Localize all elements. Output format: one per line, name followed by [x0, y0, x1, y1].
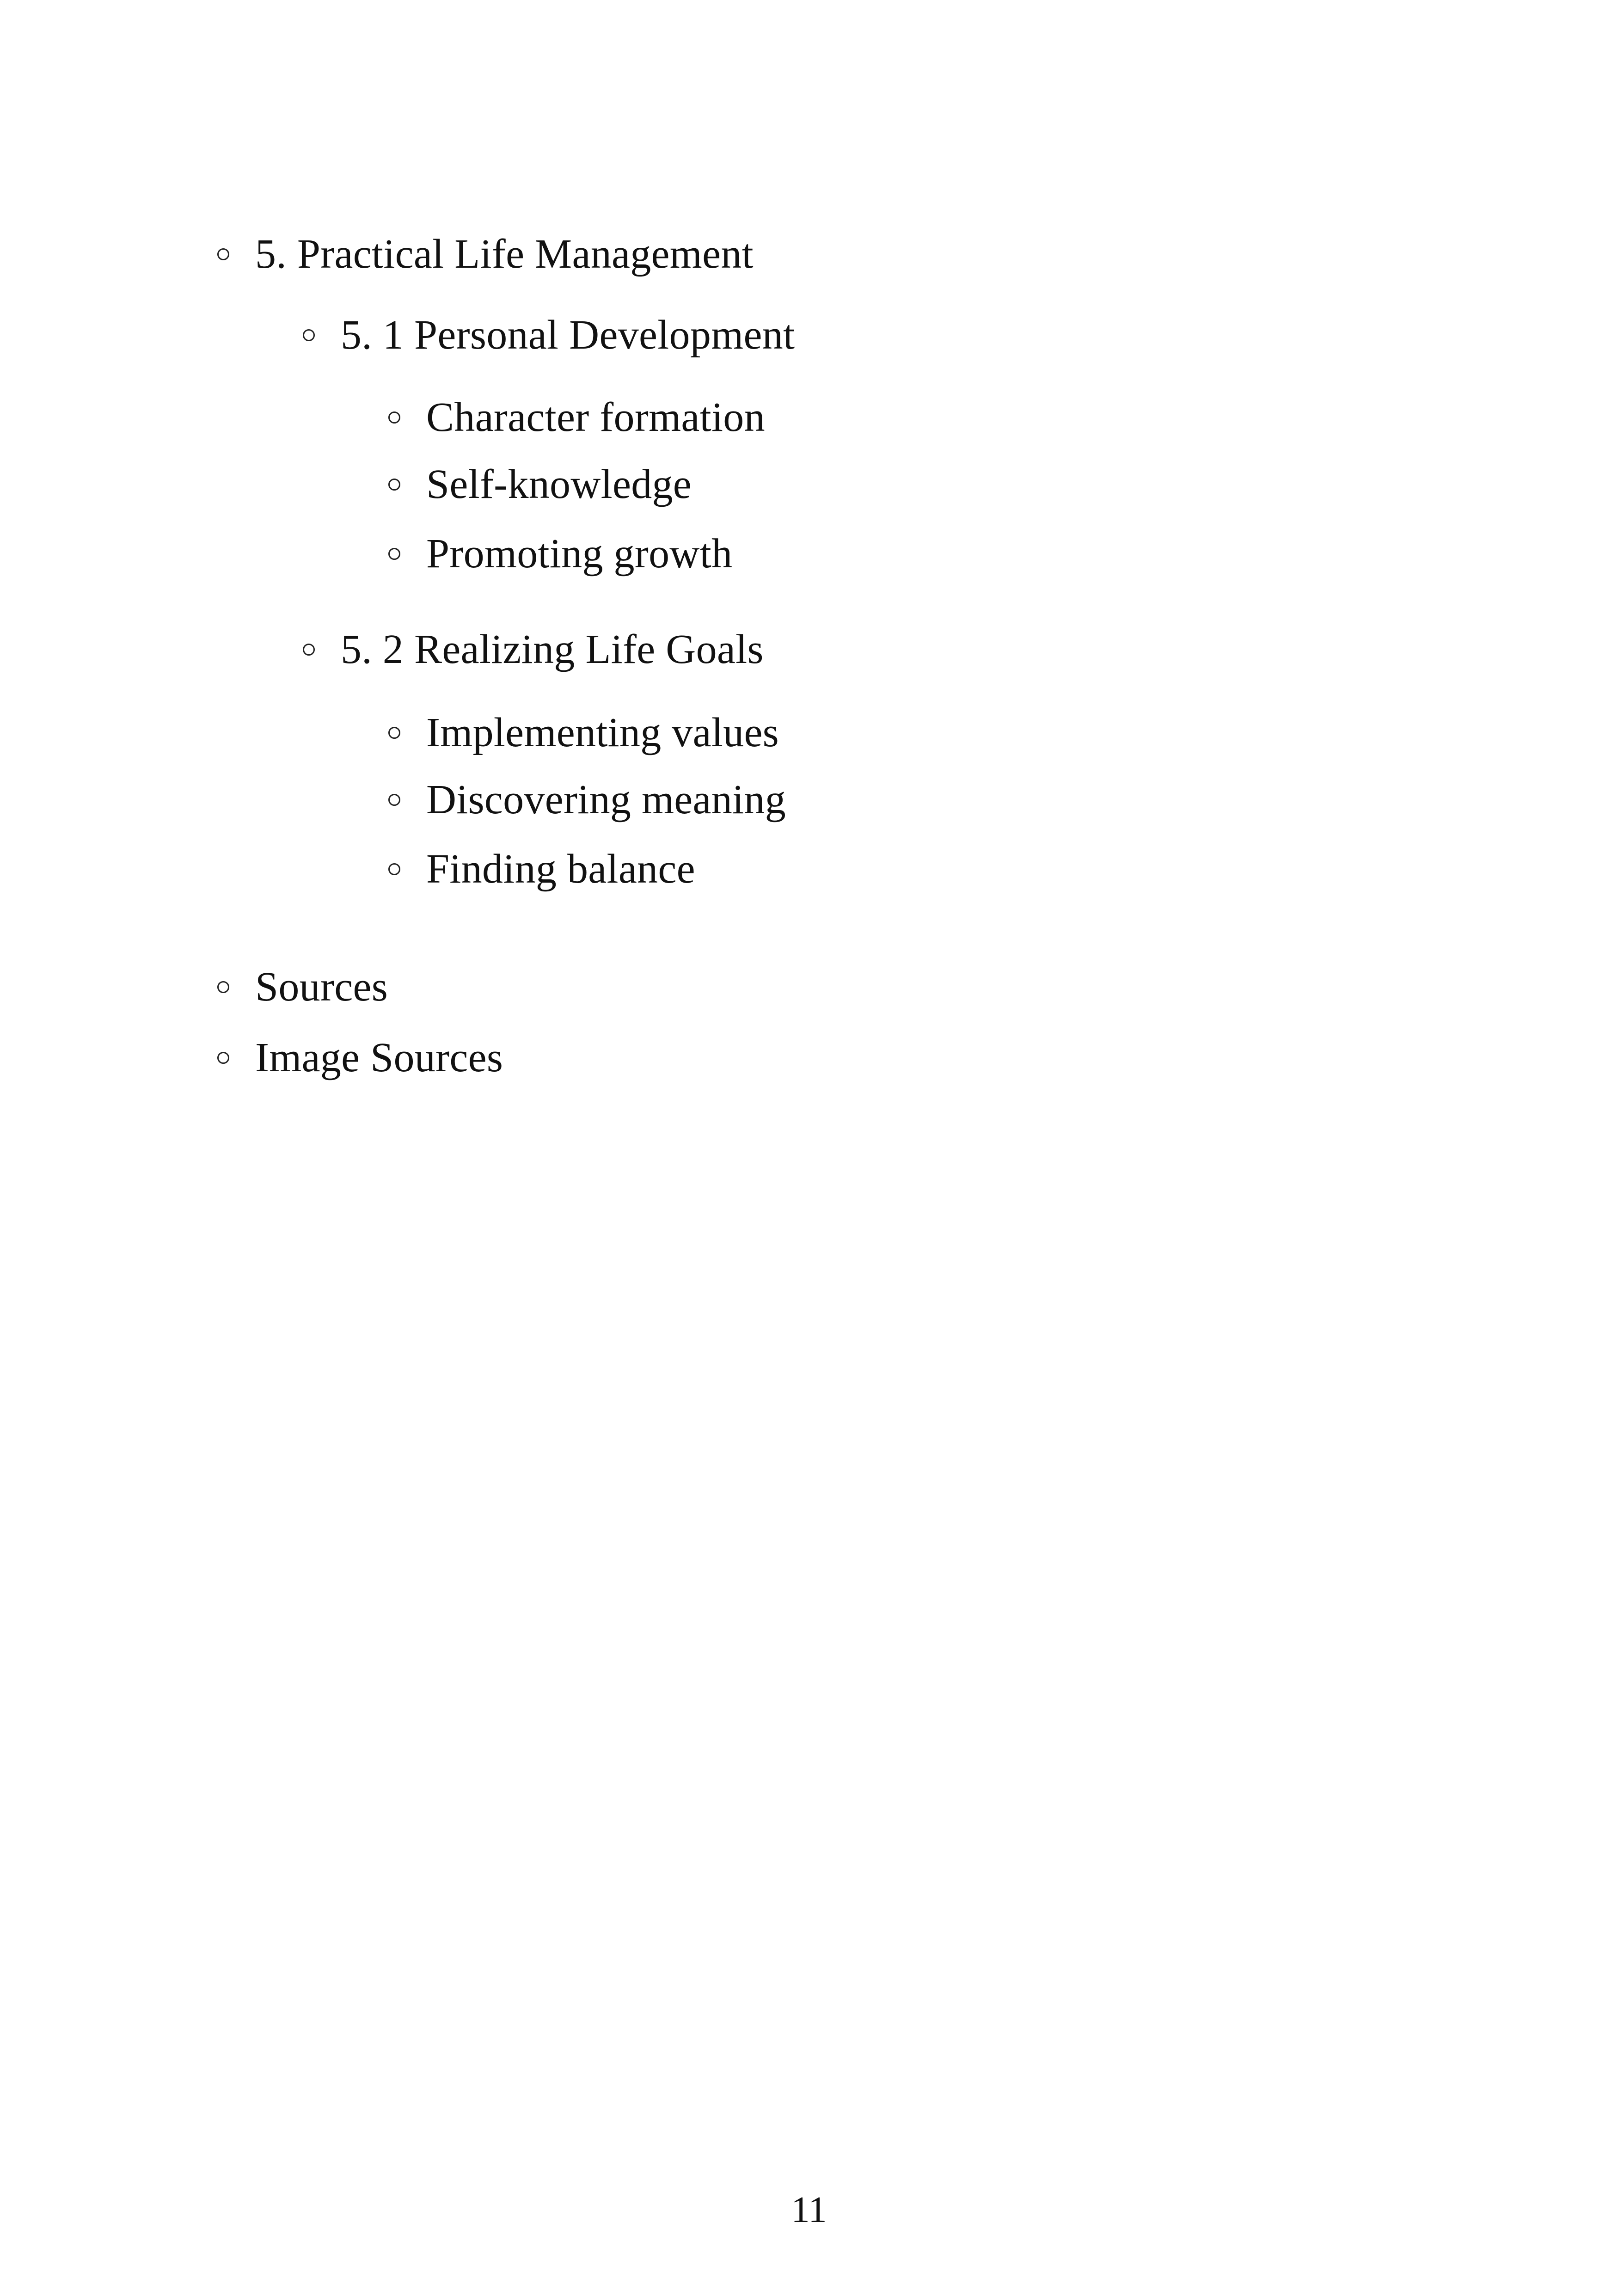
toc-entry-label: 5. Practical Life Management: [255, 231, 754, 277]
toc-entry-label: Image Sources: [255, 1035, 503, 1080]
toc-entry-label: Finding balance: [426, 846, 695, 892]
toc-entry-label: 5. 1 Personal Development: [341, 312, 795, 358]
circle-bullet-icon: [217, 981, 229, 993]
circle-bullet-icon: [303, 644, 315, 656]
toc-entry-character-formation[interactable]: [388, 390, 765, 445]
toc-entry-discovering-meaning[interactable]: [388, 772, 786, 828]
circle-bullet-icon: [388, 794, 400, 806]
toc-entry-image-sources[interactable]: [217, 1030, 503, 1086]
circle-bullet-icon: [388, 727, 400, 739]
toc-entry-label: Sources: [255, 964, 388, 1010]
circle-bullet-icon: [303, 329, 315, 341]
toc-entry-section-5-1[interactable]: [303, 307, 795, 363]
toc-entry-section-5[interactable]: [217, 227, 754, 282]
circle-bullet-icon: [388, 479, 400, 491]
circle-bullet-icon: [388, 548, 400, 560]
toc-entry-section-5-2[interactable]: [303, 622, 764, 677]
circle-bullet-icon: [217, 248, 229, 260]
toc-entry-label: Discovering meaning: [426, 777, 786, 823]
toc-entry-label: Implementing values: [426, 710, 779, 755]
toc-entry-label: 5. 2 Realizing Life Goals: [341, 626, 764, 672]
page-number: 11: [791, 2190, 827, 2230]
toc-entry-finding-balance[interactable]: [388, 841, 695, 897]
toc-entry-promoting-growth[interactable]: [388, 526, 732, 582]
toc-entry-self-knowledge[interactable]: [388, 457, 692, 512]
circle-bullet-icon: [217, 1052, 229, 1064]
toc-entry-label: Promoting growth: [426, 531, 733, 577]
toc-entry-label: Self-knowledge: [426, 461, 692, 507]
circle-bullet-icon: [388, 411, 400, 424]
toc-entry-label: Character formation: [426, 394, 765, 440]
circle-bullet-icon: [388, 863, 400, 875]
toc-entry-sources[interactable]: [217, 959, 388, 1015]
toc-entry-implementing-values[interactable]: [388, 705, 779, 761]
